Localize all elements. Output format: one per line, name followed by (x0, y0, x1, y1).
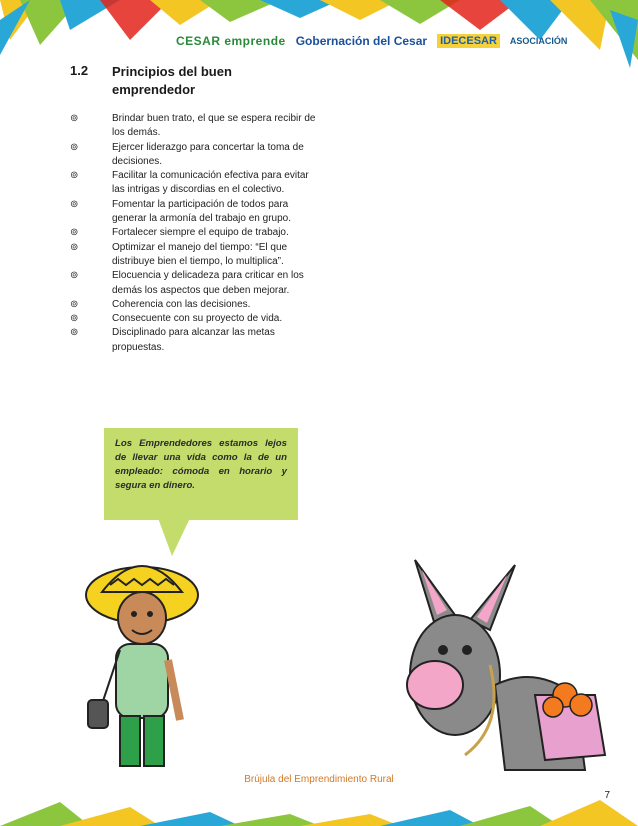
list-item-text: Facilitar la comunicación efectiva para evitar las intrigas y discordias en el colectivo. (112, 170, 309, 196)
list-item (70, 169, 320, 198)
bullet-icon: ⊚ (70, 198, 79, 210)
gobernacion-cesar-logo: Gobernación del Cesar (295, 34, 428, 48)
bullet-icon: ⊚ (70, 170, 79, 182)
bullet-icon: ⊚ (70, 327, 79, 339)
list-item-text: Brindar buen trato, el que se espera recibir de los demás. (112, 113, 316, 139)
list-item (70, 198, 320, 227)
asociacion-logo: ASOCIACIÓN (509, 36, 568, 46)
list-item (70, 312, 320, 326)
bullet-icon: ⊚ (70, 113, 79, 124)
list-item (70, 298, 320, 312)
list-item-text: Optimizar el manejo del tiempo: “El que distribuye bien el tiempo, lo multiplica”. (112, 241, 288, 267)
header-logos (176, 26, 567, 56)
bullet-icon: ⊚ (70, 313, 79, 325)
cesar-emprende-logo: CESAR emprende (176, 34, 286, 48)
list-item (70, 226, 320, 240)
boy-with-hat-illustration (80, 540, 210, 770)
list-item (70, 241, 320, 270)
list-item-text: Disciplinado para alcanzar las metas propuestas. (112, 327, 275, 353)
bullet-icon: ⊚ (70, 241, 79, 253)
page-number: 7 (604, 790, 610, 801)
idecesar-logo: IDECESAR (437, 34, 500, 48)
list-item (70, 141, 320, 170)
bullet-icon: ⊚ (70, 227, 79, 239)
list-item-text: Consecuente con su proyecto de vida. (112, 313, 283, 325)
list-item-text: Fortalecer siempre el equipo de trabajo. (112, 227, 289, 239)
bullet-icon: ⊚ (70, 270, 79, 282)
principles-list (70, 112, 320, 355)
list-item-text: Fomentar la participación de todos para generar la armonía del trabajo en grupo. (112, 198, 292, 225)
speech-bubble: Los Emprendedores estamos lejos de llevar una vida como la de un empleado: cómoda en horario y segura en dinero. (104, 428, 298, 520)
list-item-text: Elocuencia y delicadeza para criticar en los demás los aspectos que deben mejorar. (112, 270, 304, 296)
section-title: Principios del buen emprendedor (112, 64, 232, 97)
bullet-icon: ⊚ (70, 298, 79, 310)
list-item (70, 112, 320, 141)
list-item-text: Ejercer liderazgo para concertar la toma de decisiones. (112, 141, 304, 167)
footer-text: Brújula del Emprendimiento Rural (244, 774, 394, 785)
donkey-illustration (395, 555, 615, 775)
list-item (70, 269, 320, 298)
section-number: 1.2 (70, 63, 89, 78)
list-item (70, 326, 320, 355)
bullet-icon: ⊚ (70, 141, 79, 153)
list-item-text: Coherencia con las decisiones. (112, 298, 251, 310)
bottom-decorative-band (0, 792, 638, 826)
